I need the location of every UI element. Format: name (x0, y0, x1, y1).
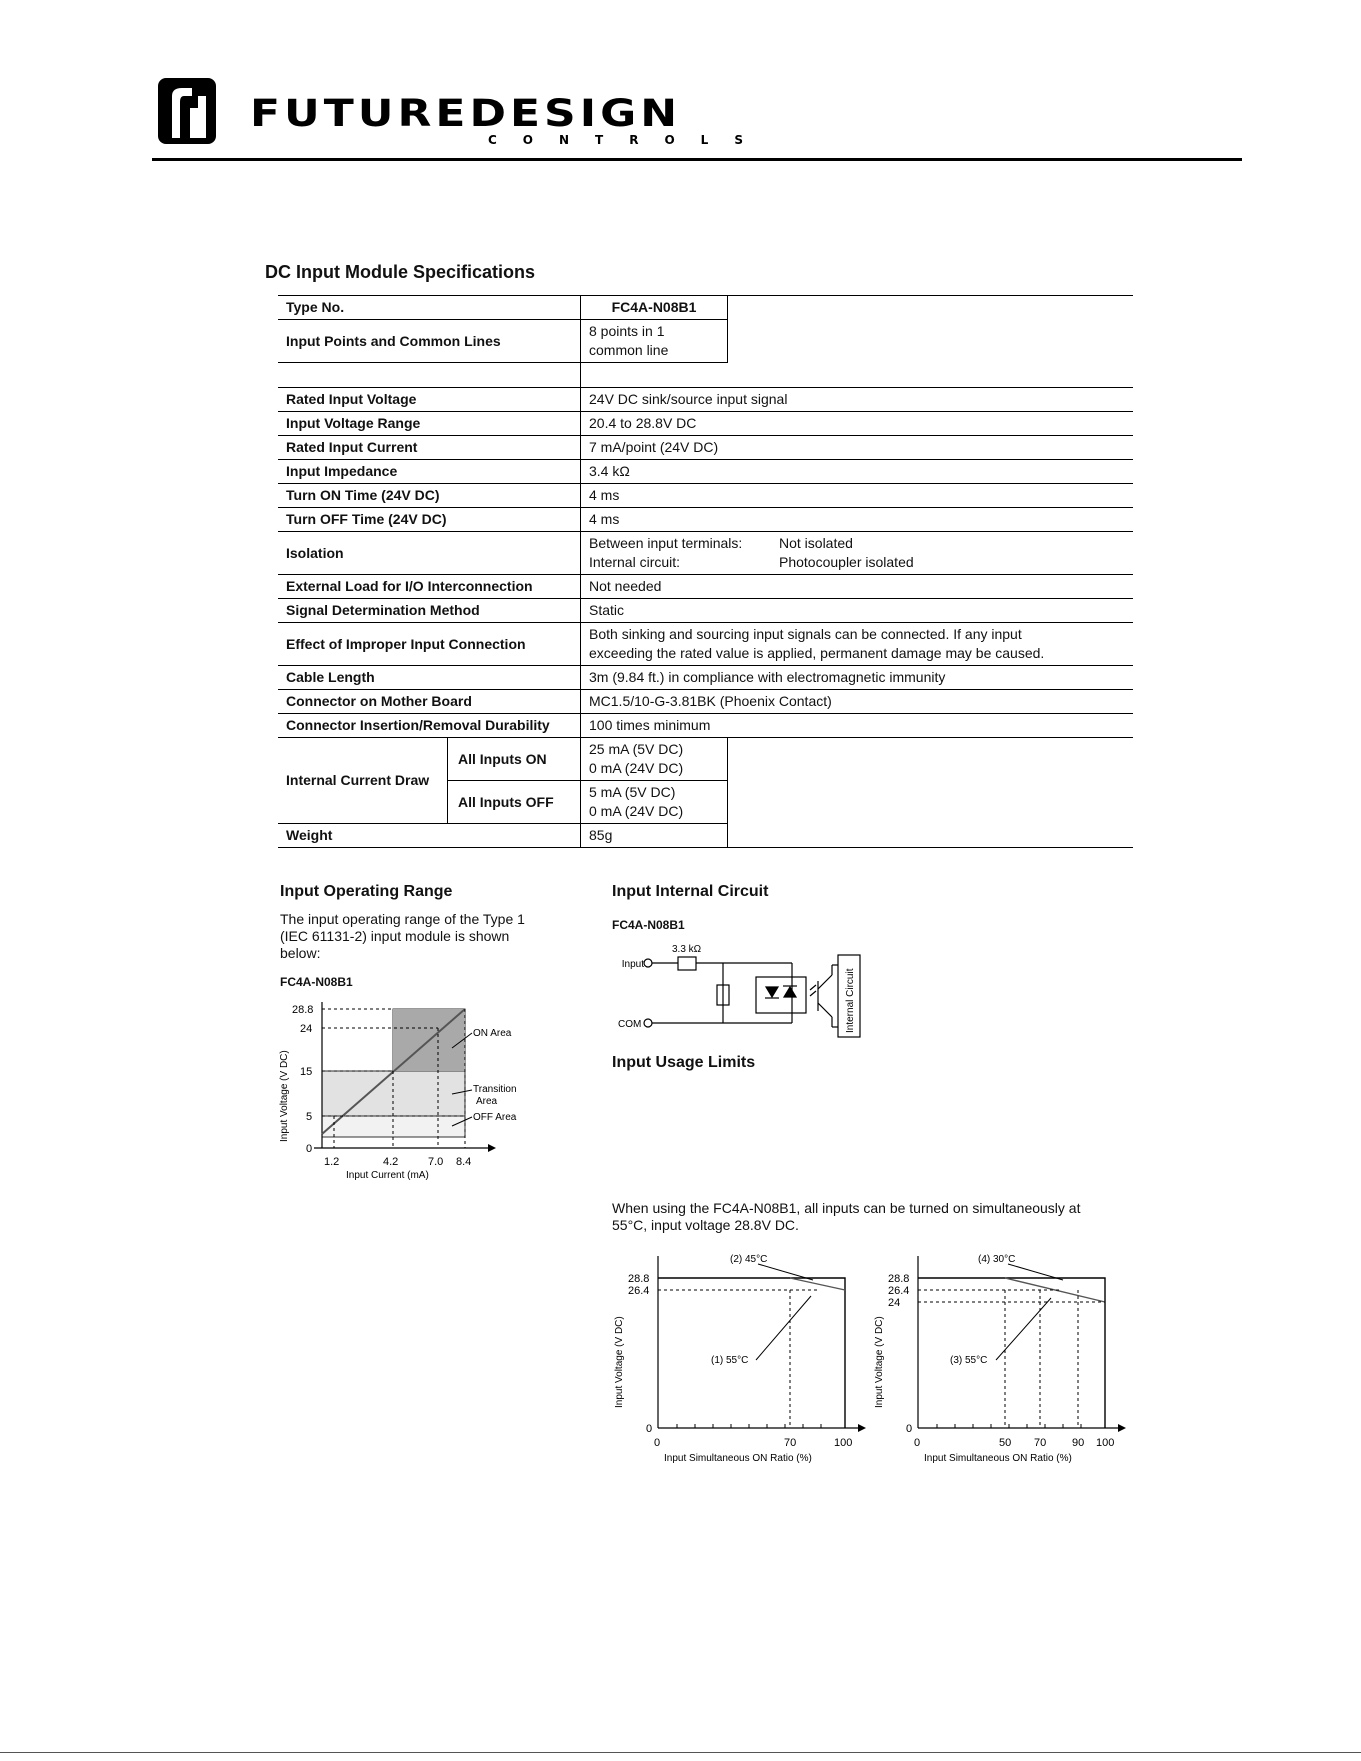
x-tick-label: 100 (834, 1437, 853, 1449)
series-45c (658, 1278, 845, 1428)
row-label: Input Voltage Range (278, 412, 581, 436)
on-area-label: ON Area (473, 1028, 512, 1039)
series-label-55c: (3) 55°C (950, 1355, 988, 1366)
y-tick-label: 15 (300, 1066, 313, 1078)
row-sublabel: All Inputs ON (448, 738, 581, 781)
row-label: Connector on Mother Board (278, 690, 581, 714)
y-tick-label: 0 (646, 1423, 653, 1435)
operating-range-model: FC4A-N08B1 (280, 975, 353, 989)
row-value-line: Both sinking and sourcing input signals can be connected. If any input (589, 626, 1022, 642)
row-value (581, 623, 1134, 666)
y-axis-label: Input Voltage (V DC) (614, 1316, 625, 1408)
row-label: Turn ON Time (24V DC) (278, 484, 581, 508)
y-axis-label: Input Voltage (V DC) (279, 1050, 290, 1142)
x-tick-label: 100 (1096, 1437, 1115, 1449)
table-row (278, 623, 1133, 666)
spec-table (278, 295, 1133, 848)
table-row (278, 532, 1133, 575)
operating-range-title: Input Operating Range (280, 883, 453, 900)
footer-divider (0, 1752, 1361, 1753)
input-terminal (644, 959, 652, 967)
x-tick-label: 4.2 (383, 1156, 399, 1168)
com-terminal (644, 1019, 652, 1027)
row-value: Not needed (581, 575, 1134, 599)
table-row (278, 508, 1133, 532)
row-value-line: 8 points in 1 (589, 323, 665, 339)
row-label: Cable Length (278, 666, 581, 690)
y-tick-label: 26.4 (888, 1285, 910, 1297)
photocoupler-led (756, 977, 806, 1013)
row-sublabel: All Inputs OFF (448, 781, 581, 824)
isolation-key: Between input terminals: (589, 535, 743, 551)
y-tick-label: 5 (306, 1111, 313, 1123)
row-value (581, 781, 728, 824)
row-value-line: common line (589, 342, 669, 358)
x-tick-label: 7.0 (428, 1156, 444, 1168)
blank-cell (581, 363, 728, 388)
row-value-line: 25 mA (5V DC) (589, 741, 684, 757)
isolation-key: Internal circuit: (589, 554, 681, 570)
row-label: Rated Input Voltage (278, 388, 581, 412)
series-55c (790, 1278, 845, 1290)
operating-range-chart (276, 990, 566, 1190)
isolation-value: Not isolated (779, 535, 853, 551)
blank-cell (278, 363, 581, 388)
row-value: 4 ms (581, 484, 1134, 508)
company-logo-icon (158, 78, 216, 144)
row-value: 85g (581, 824, 728, 848)
row-value-line: 0 mA (24V DC) (589, 760, 684, 776)
x-tick-label: 90 (1072, 1437, 1085, 1449)
transition-area-label: Area (476, 1096, 498, 1107)
series-label-45c: (2) 45°C (730, 1254, 768, 1265)
internal-circuit-model: FC4A-N08B1 (612, 918, 685, 932)
usage-chart-2 (868, 1248, 1138, 1473)
row-value-line: exceeding the rated value is applied, permanent damage may be caused. (589, 645, 1045, 661)
row-label: Isolation (278, 532, 581, 575)
table-row (278, 738, 1133, 781)
header-divider (152, 158, 1242, 161)
resistor-symbol (678, 957, 696, 970)
series-label-30c: (4) 30°C (978, 1254, 1016, 1265)
x-tick-label: 0 (914, 1437, 921, 1449)
axis-x-arrow (488, 1144, 496, 1152)
series-label-55c: (1) 55°C (711, 1355, 749, 1366)
usage-chart-1 (608, 1248, 878, 1473)
row-label: Signal Determination Method (278, 599, 581, 623)
row-label: Effect of Improper Input Connection (278, 623, 581, 666)
x-tick-label: 70 (784, 1437, 797, 1449)
row-label: Weight (278, 824, 581, 848)
row-value: FC4A-N08B1 (581, 296, 728, 320)
y-tick-label: 0 (906, 1423, 913, 1435)
x-axis-label: Input Simultaneous ON Ratio (%) (924, 1453, 1072, 1464)
x-axis-label: Input Simultaneous ON Ratio (%) (664, 1453, 812, 1464)
row-value: Static (581, 599, 1134, 623)
y-ticks (292, 1004, 313, 1155)
table-row (278, 296, 1133, 320)
row-value: 3.4 kΩ (581, 460, 1134, 484)
row-label: Input Points and Common Lines (278, 320, 581, 363)
x-tick-label: 50 (999, 1437, 1012, 1449)
table-row (278, 460, 1133, 484)
text-line: 55°C, input voltage 28.8V DC. (612, 1217, 799, 1233)
x-ticks (324, 1156, 471, 1168)
usage-limits-title: Input Usage Limits (612, 1054, 756, 1071)
resistor-value: 3.3 kΩ (672, 944, 702, 955)
row-value: 20.4 to 28.8V DC (581, 412, 1134, 436)
row-value (581, 320, 728, 363)
row-value-line: 5 mA (5V DC) (589, 784, 676, 800)
row-label: Internal Current Draw (278, 738, 448, 824)
x-tick-label: 70 (1034, 1437, 1047, 1449)
text-line: (IEC 61131-2) input module is shown (280, 928, 510, 944)
row-value: 7 mA/point (24V DC) (581, 436, 1134, 460)
table-row (278, 599, 1133, 623)
operating-range-text (280, 911, 570, 962)
row-value (581, 532, 1134, 575)
y-tick-label: 26.4 (628, 1285, 650, 1297)
table-row (278, 484, 1133, 508)
row-value: 4 ms (581, 508, 1134, 532)
table-row (278, 690, 1133, 714)
y-tick-label: 28.8 (292, 1004, 314, 1016)
y-tick-label: 24 (888, 1297, 901, 1309)
x-axis-label: Input Current (mA) (346, 1170, 429, 1181)
row-label: Rated Input Current (278, 436, 581, 460)
internal-circuit-title: Input Internal Circuit (612, 883, 769, 900)
blank-cell (728, 296, 1134, 388)
transition-area-label: Transition (473, 1084, 517, 1095)
series-30c (918, 1278, 1105, 1428)
usage-limits-text (612, 1200, 1152, 1234)
text-line: The input operating range of the Type 1 (280, 911, 525, 927)
row-label: Connector Insertion/Removal Durability (278, 714, 581, 738)
table-row (278, 714, 1133, 738)
area-labels (473, 1028, 517, 1123)
x-tick-label: 8.4 (456, 1156, 472, 1168)
x-tick-label: 1.2 (324, 1156, 340, 1168)
y-axis-label: Input Voltage (V DC) (874, 1316, 885, 1408)
text-line: When using the FC4A-N08B1, all inputs can be turned on simultaneously at (612, 1200, 1081, 1216)
brand-subtitle: CONTROLS (488, 133, 769, 147)
row-value: 24V DC sink/source input signal (581, 388, 1134, 412)
table-row (278, 388, 1133, 412)
y-tick-label: 28.8 (888, 1273, 910, 1285)
input-label: Input (621, 959, 644, 970)
y-tick-label: 24 (300, 1023, 313, 1035)
row-value: 3m (9.84 ft.) in compliance with electromagnetic immunity (581, 666, 1134, 690)
off-area-label: OFF Area (473, 1112, 517, 1123)
table-row (278, 575, 1133, 599)
y-tick-label: 28.8 (628, 1273, 650, 1285)
spec-title: DC Input Module Specifications (265, 262, 536, 282)
brand-name: FUTUREDESIGN (250, 92, 682, 136)
blank-cell (728, 738, 1134, 848)
row-label: External Load for I/O Interconnection (278, 575, 581, 599)
row-value: 100 times minimum (581, 714, 1134, 738)
table-row (278, 436, 1133, 460)
table-row (278, 412, 1133, 436)
row-value (581, 738, 728, 781)
row-label: Input Impedance (278, 460, 581, 484)
row-value: MC1.5/10-G-3.81BK (Phoenix Contact) (581, 690, 1134, 714)
row-label: Turn OFF Time (24V DC) (278, 508, 581, 532)
row-label: Type No. (278, 296, 581, 320)
internal-circuit-diagram (610, 935, 870, 1045)
x-tick-label: 0 (654, 1437, 661, 1449)
text-line: below: (280, 945, 321, 961)
isolation-value: Photocoupler isolated (779, 554, 914, 570)
com-label: COM (618, 1019, 642, 1030)
row-value-line: 0 mA (24V DC) (589, 803, 684, 819)
y-tick-label: 0 (306, 1143, 313, 1155)
internal-circuit-box-label: Internal Circuit (845, 968, 856, 1033)
table-row (278, 666, 1133, 690)
